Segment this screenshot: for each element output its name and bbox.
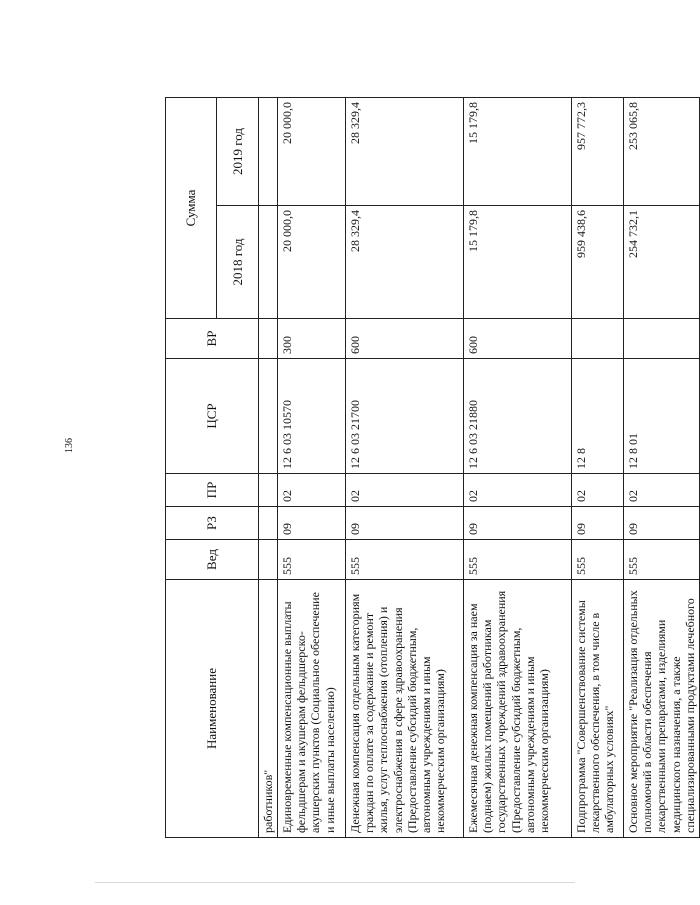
header-name: Наименование [166,580,259,838]
row-pr: 02 [346,474,464,507]
header-ved: Вед [166,540,259,580]
row-name: Ежемесячная денежная компенсация за наем (поднаем) жилых помещений работникам государственных учреждений здравоохранения (Предоставление субсидий бюджетным, автономным учреждениям и иным некоммерческим организациям) [464,580,572,838]
row-ved: 555 [278,540,346,580]
row-rz: 09 [464,507,572,540]
table-row [259,98,278,838]
header-rz: РЗ [166,507,259,540]
row-rz: 09 [572,507,624,540]
row-sum-2018: 959 438,6 [572,206,624,319]
row-csr: 12 6 03 21880 [464,359,572,474]
row-sum-2019: 28 329,4 [346,98,464,206]
row-csr: 12 6 03 10570 [278,359,346,474]
row-csr [259,359,278,474]
row-name: Денежная компенсация отдельным категориям граждан по оплате за содержание и ремонт жилья, услуг теплоснабжения (отопления) и электроснабжения в сфере здравоохранения (Предоставление субсидий бюджетным, автономным учреждениям и иным некоммерческим организациям) [346,580,464,838]
row-sum-2019 [259,98,278,206]
row-rz: 09 [346,507,464,540]
page-number: 136 [64,438,75,453]
page-edge-line [95,882,575,883]
table-body [166,98,700,838]
row-rz [259,507,278,540]
row-name: работников" [259,580,278,838]
row-name: Единовременные компенсационные выплаты фельдшерам и акушерам фельдшерско-акушерских пунктов (Социальное обеспечение и иные выплаты населению) [278,580,346,838]
row-name: Подпрограмма "Совершенствование системы лекарственного обеспечения, в том числе в амбулаторных условиях" [572,580,624,838]
row-vr: 600 [464,319,572,359]
header-sum: Сумма [166,98,217,319]
row-sum-2018: 20 000,0 [278,206,346,319]
row-csr: 12 8 [572,359,624,474]
header-csr: ЦСР [166,359,259,474]
row-pr: 02 [624,474,700,507]
row-vr: 300 [278,319,346,359]
row-csr: 12 8 01 [624,359,700,474]
rotated-page-content [165,98,697,838]
row-vr [259,319,278,359]
table-row [278,98,346,838]
header-pr: ПР [166,474,259,507]
row-csr: 12 6 03 21700 [346,359,464,474]
row-sum-2019: 15 179,8 [464,98,572,206]
row-pr: 02 [572,474,624,507]
row-sum-2018 [259,206,278,319]
header-year-2019: 2019 год [217,98,259,206]
header-vr: ВР [166,319,259,359]
header-row [166,98,217,838]
table-row [572,98,624,838]
budget-table [165,97,700,838]
row-ved [259,540,278,580]
table-row [624,98,700,838]
row-sum-2019: 20 000,0 [278,98,346,206]
row-sum-2018: 28 329,4 [346,206,464,319]
row-ved: 555 [624,540,700,580]
row-ved: 555 [572,540,624,580]
row-pr [259,474,278,507]
row-ved: 555 [346,540,464,580]
row-name: Основное мероприятие "Реализация отдельных полномочий в области обеспечения лекарственными препаратами, изделиями медицинского назначения, а также специализированными продуктами лечебного [624,580,700,838]
row-sum-2018: 254 732,1 [624,206,700,319]
row-sum-2018: 15 179,8 [464,206,572,319]
row-vr [624,319,700,359]
row-pr: 02 [278,474,346,507]
row-rz: 09 [624,507,700,540]
row-sum-2019: 253 065,8 [624,98,700,206]
row-vr [572,319,624,359]
table-row [464,98,572,838]
row-rz: 09 [278,507,346,540]
table-row [346,98,464,838]
row-vr: 600 [346,319,464,359]
header-year-2018: 2018 год [217,206,259,319]
row-sum-2019: 957 772,3 [572,98,624,206]
row-pr: 02 [464,474,572,507]
row-ved: 555 [464,540,572,580]
